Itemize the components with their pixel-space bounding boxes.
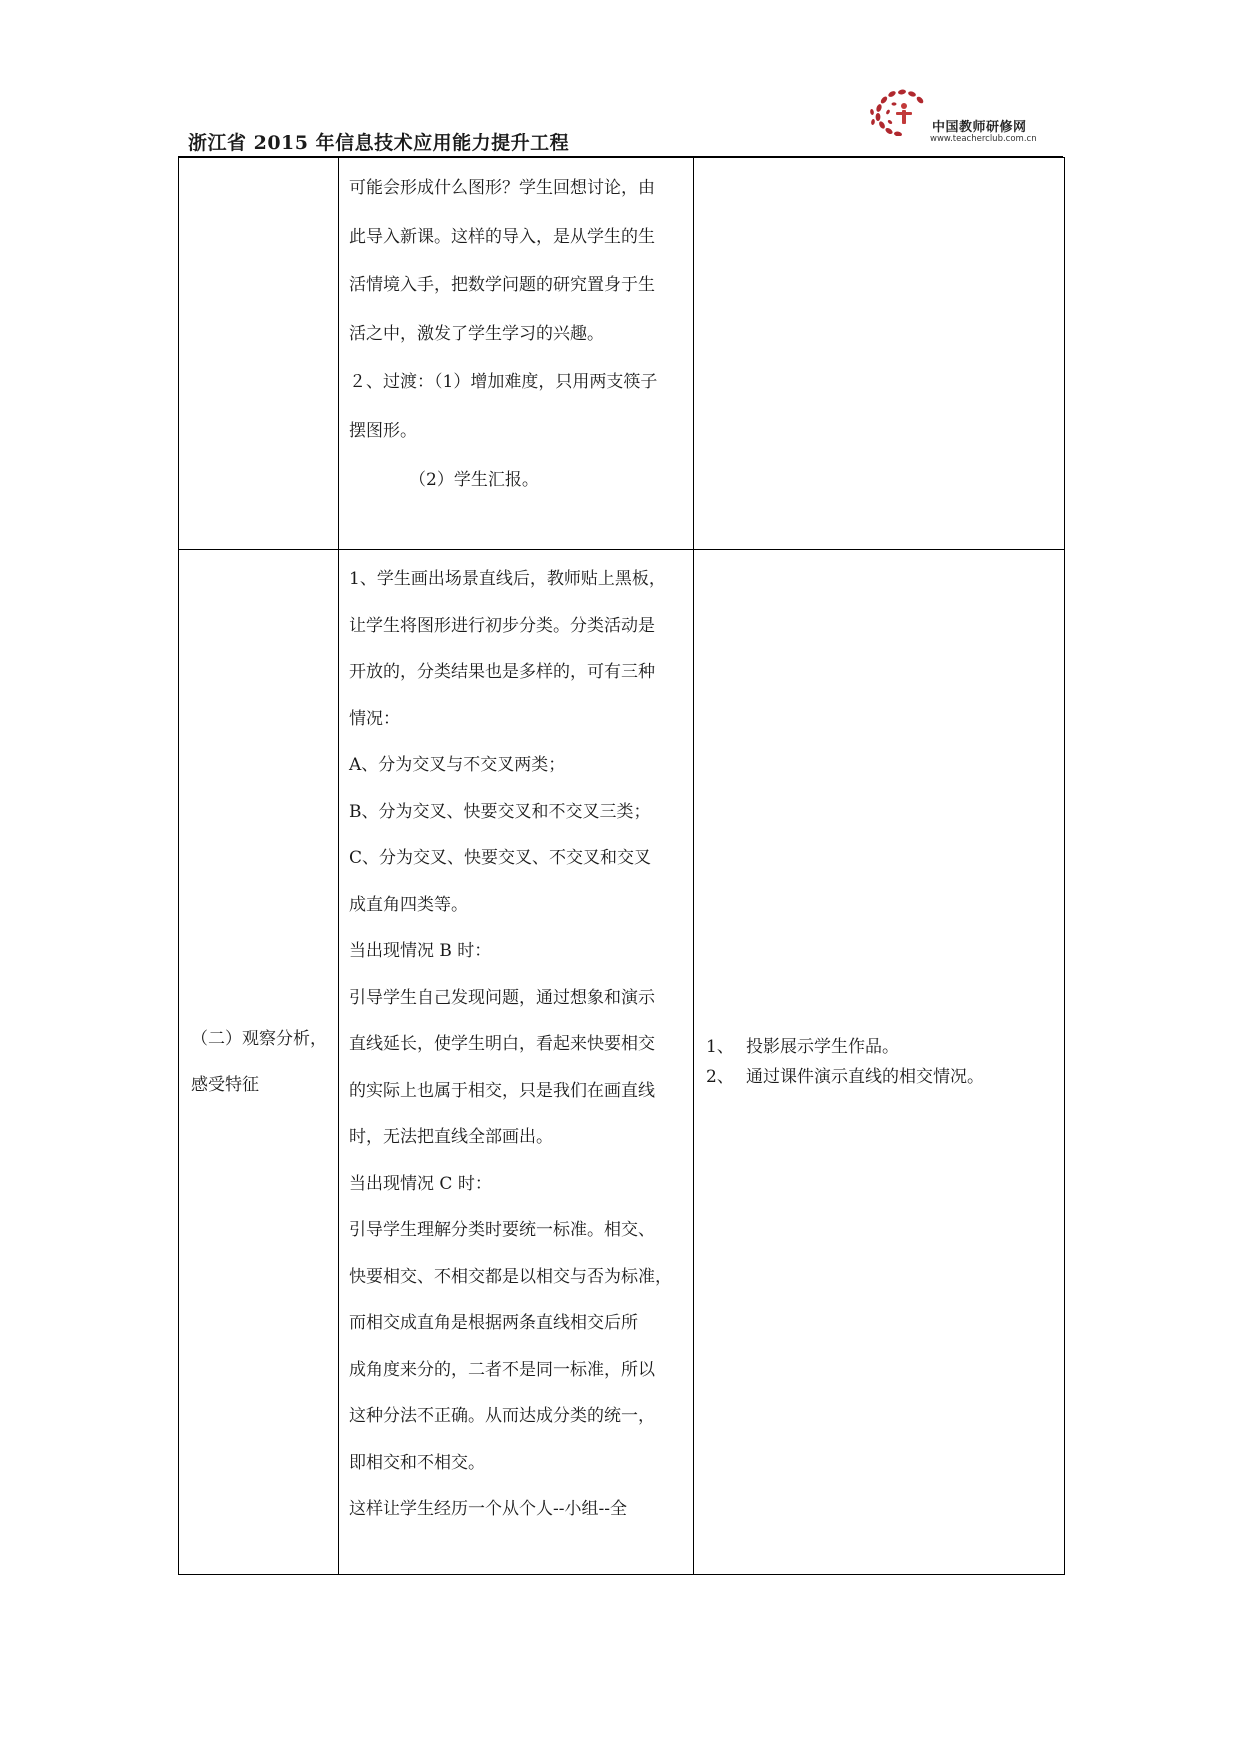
list-item-number: 1、: [706, 1037, 734, 1057]
process-line: 引导学生理解分类时要统一标准。相交、: [349, 1220, 655, 1240]
table-row: [179, 158, 1065, 550]
process-cell: [339, 158, 694, 550]
process-line: 摆图形。: [349, 420, 417, 441]
logo-name: 中国教师研修网: [932, 120, 1027, 135]
process-line: 快要相交、不相交都是以相交与否为标准，: [349, 1266, 672, 1287]
process-line: ２、过渡：（1）增加难度，只用两支筷子: [349, 372, 658, 393]
logo-url: www.teacherclub.com.cn: [930, 134, 1037, 144]
process-line: 让学生将图形进行初步分类。分类活动是: [349, 615, 655, 636]
stage-cell: [179, 158, 339, 550]
process-line: 成角度来分的，二者不是同一标准，所以: [349, 1359, 655, 1380]
process-line: 这种分法不正确。从而达成分类的统一，: [349, 1406, 655, 1426]
list-item: [706, 1062, 1054, 1092]
process-line: 成直角四类等。: [349, 894, 468, 915]
process-line: B、分为交叉、快要交叉和不交叉三类；: [349, 801, 651, 822]
list-item-text: 通过课件演示直线的相交情况。: [746, 1067, 984, 1087]
list-item-text: 投影展示学生作品。: [746, 1037, 899, 1057]
list-item: [706, 1032, 1054, 1062]
process-line: 而相交成直角是根据两条直线相交后所: [349, 1313, 638, 1333]
process-line: 即相交和不相交。: [349, 1452, 485, 1473]
process-line: 直线延长，使学生明白，看起来快要相交: [349, 1034, 655, 1054]
process-cell: [339, 550, 694, 1575]
process-line: 1、学生画出场景直线后，教师贴上黑板，: [349, 569, 666, 589]
process-line: 活之中，激发了学生学习的兴趣。: [349, 323, 604, 344]
process-line: 这样让学生经历一个从个人--小组--全: [349, 1499, 627, 1519]
process-line: 可能会形成什么图形？学生回想讨论，由: [349, 178, 655, 198]
list-item-number: 2、: [706, 1067, 734, 1087]
media-list: [694, 1032, 1064, 1092]
table-row: [179, 550, 1065, 1575]
process-line: A、分为交叉与不交叉两类；: [349, 755, 566, 775]
process-line: C、分为交叉、快要交叉、不交叉和交叉: [349, 848, 652, 868]
process-line: 活情境入手，把数学问题的研究置身于生: [349, 275, 655, 296]
process-line: 开放的，分类结果也是多样的，可有三种: [349, 662, 655, 682]
stage-label: （二）观察分析，感受特征: [191, 1029, 327, 1095]
process-line: 引导学生自己发现问题，通过想象和演示: [349, 987, 655, 1008]
media-cell: [694, 550, 1065, 1575]
process-line: 情况：: [349, 708, 400, 729]
process-line: 当出现情况 C 时：: [349, 1173, 492, 1194]
process-line: 此导入新课。这样的导入，是从学生的生: [349, 226, 655, 247]
logo-dots-icon: [868, 86, 938, 136]
process-line: 时，无法把直线全部画出。: [349, 1127, 553, 1147]
lesson-plan-table: [178, 157, 1065, 1575]
media-cell: [694, 158, 1065, 550]
stage-cell: [179, 550, 339, 1575]
document-header-title: 浙江省 2015 年信息技术应用能力提升工程: [188, 132, 570, 154]
process-line: 的实际上也属于相交，只是我们在画直线: [349, 1080, 655, 1101]
teacherclub-logo: [868, 86, 1058, 146]
process-line: 当出现情况 B 时：: [349, 941, 492, 961]
process-line: （2）学生汇报。: [409, 469, 539, 490]
